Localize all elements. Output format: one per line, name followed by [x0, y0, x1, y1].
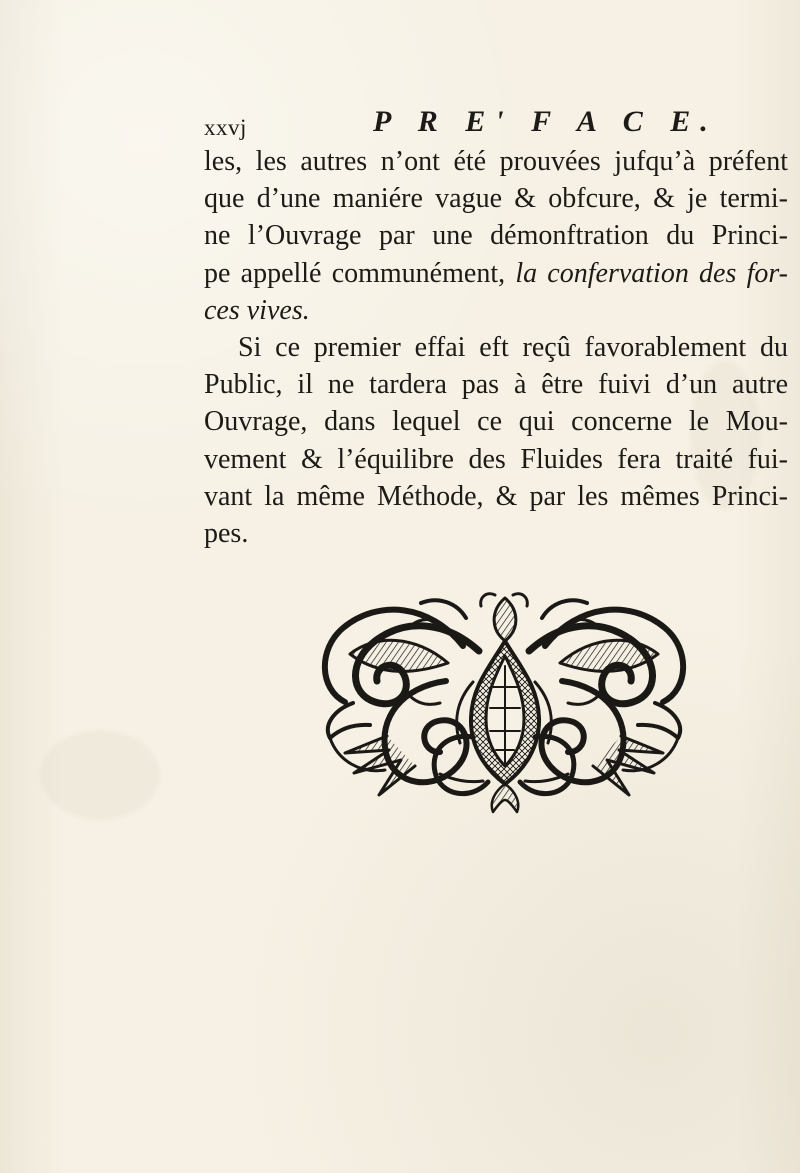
- paragraph-line: Si ce premier effai eft reçû favorablement du: [238, 331, 788, 363]
- paragraph-line: vement & l’équilibre des Fluides fera traité fui-: [204, 443, 788, 475]
- baroque-tailpiece-icon: [303, 586, 705, 818]
- text-fragment: pe appellé communément,: [204, 257, 506, 289]
- paragraph-line: vant la même Méthode, & par les mêmes Princi-: [204, 480, 788, 512]
- text-line: les, les autres n’ont été prouvées jufqu’à préfent: [204, 146, 788, 177]
- text-line: ne l’Ouvrage par une démonftration du Princi-: [204, 220, 788, 252]
- text-line-with-italic: [204, 255, 788, 292]
- page-header: [204, 104, 764, 140]
- preface-text: [204, 143, 788, 552]
- running-head: P R E' F A C E.: [373, 105, 718, 138]
- italic-line: ces vives.: [204, 294, 310, 326]
- italic-phrase: la confervation des for-: [515, 257, 788, 289]
- page-number: xxvj: [204, 115, 247, 140]
- paper-stain: [40, 730, 160, 820]
- paragraph-line: Ouvrage, dans lequel ce qui concerne le Mou-: [204, 406, 788, 438]
- paragraph-line: pes.: [204, 517, 249, 549]
- paragraph-line: Public, il ne tardera pas à être fuivi d’un autre: [204, 369, 788, 401]
- text-line: que d’une maniére vague & obfcure, & je termi-: [204, 183, 788, 215]
